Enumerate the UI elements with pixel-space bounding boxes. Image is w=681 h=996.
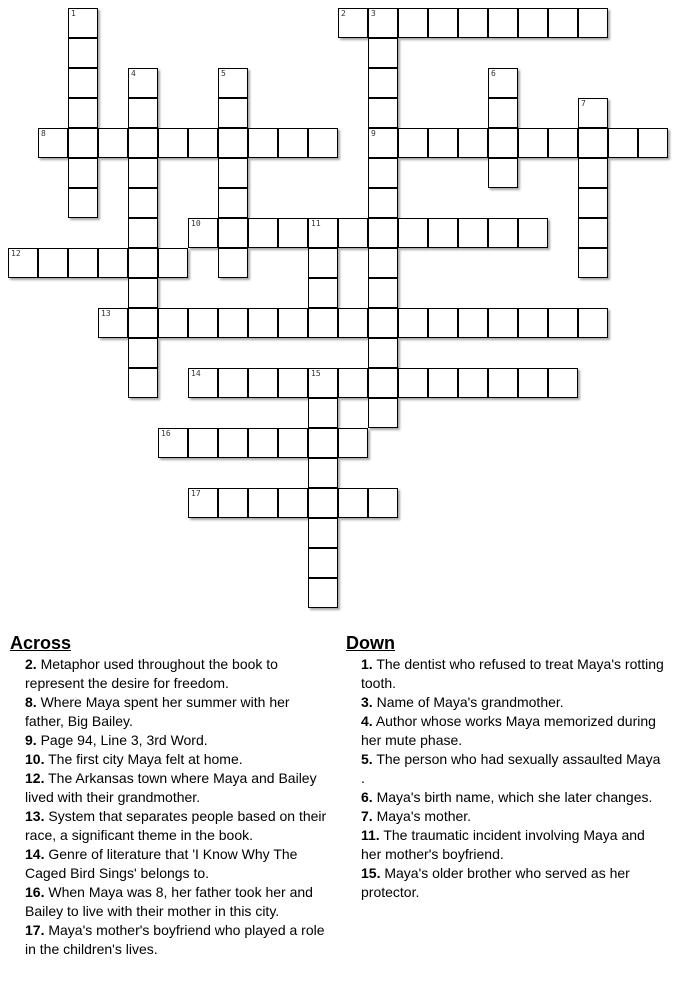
clue-text: The traumatic incident involving Maya and her mother's boyfriend. [361, 827, 645, 862]
crossword-cell[interactable] [488, 8, 518, 38]
crossword-cell[interactable] [368, 98, 398, 128]
crossword-cell[interactable] [398, 218, 428, 248]
crossword-cell[interactable] [578, 188, 608, 218]
clue-text: The dentist who refused to treat Maya's rotting tooth. [361, 656, 664, 691]
down-clue [361, 864, 668, 902]
crossword-cell[interactable] [158, 248, 188, 278]
crossword-cell[interactable] [428, 218, 458, 248]
crossword-cell[interactable] [338, 218, 368, 248]
clue-number: 16 [161, 429, 171, 438]
crossword-cell[interactable] [68, 38, 98, 68]
clue-text: Maya's birth name, which she later changes. [376, 789, 653, 805]
crossword-cell[interactable] [128, 158, 158, 188]
crossword-cell[interactable] [218, 98, 248, 128]
clue-number: 2 [341, 9, 346, 18]
crossword-cell[interactable] [248, 428, 278, 458]
crossword-cell[interactable] [428, 368, 458, 398]
crossword-cell[interactable] [548, 8, 578, 38]
across-clue-list [10, 655, 332, 959]
crossword-cell[interactable] [278, 308, 308, 338]
crossword-cell[interactable] [308, 458, 338, 488]
crossword-cell[interactable] [68, 98, 98, 128]
crossword-cell[interactable] [278, 218, 308, 248]
crossword-cell[interactable] [368, 398, 398, 428]
clue-text: Name of Maya's grandmother. [376, 694, 564, 710]
crossword-cell[interactable] [308, 518, 338, 548]
crossword-cell[interactable] [68, 158, 98, 188]
down-clue [361, 693, 668, 712]
crossword-cell[interactable] [278, 128, 308, 158]
crossword-cell[interactable] [128, 338, 158, 368]
clue-text: Genre of literature that 'I Know Why The Caged Bird Sings' belongs to. [25, 846, 298, 881]
crossword-cell[interactable] [548, 308, 578, 338]
crossword-cell[interactable] [488, 98, 518, 128]
crossword-cell[interactable] [128, 128, 158, 158]
clue-number: 3. [361, 694, 373, 710]
crossword-cell[interactable] [68, 68, 98, 98]
crossword-cell[interactable] [128, 368, 158, 398]
crossword-cell[interactable] [638, 128, 668, 158]
clue-number: 11. [361, 827, 380, 843]
clue-number: 6. [361, 789, 373, 805]
crossword-cell[interactable] [488, 158, 518, 188]
clue-number: 8. [25, 694, 37, 710]
crossword-cell[interactable] [98, 128, 128, 158]
crossword-cell[interactable] [38, 248, 68, 278]
crossword-cell[interactable] [128, 248, 158, 278]
crossword-cell[interactable] [428, 128, 458, 158]
clue-number: 6 [491, 69, 496, 78]
down-clues [346, 632, 668, 902]
crossword-cell[interactable] [248, 128, 278, 158]
crossword-cell[interactable] [278, 488, 308, 518]
crossword-cell[interactable] [548, 368, 578, 398]
crossword-cell[interactable] [458, 128, 488, 158]
across-clue [25, 845, 332, 883]
crossword-cell[interactable] [218, 368, 248, 398]
clue-text: Maya's mother's boyfriend who played a role in the children's lives. [25, 922, 325, 957]
crossword-cell[interactable] [248, 218, 278, 248]
crossword-cell[interactable] [68, 188, 98, 218]
crossword-cell[interactable] [368, 68, 398, 98]
crossword-cell[interactable] [578, 248, 608, 278]
clue-number: 13 [101, 309, 111, 318]
crossword-cell[interactable] [158, 308, 188, 338]
crossword-cell[interactable] [8, 248, 38, 278]
crossword-cell[interactable] [308, 578, 338, 608]
crossword-cell[interactable] [278, 428, 308, 458]
crossword-cell[interactable] [368, 488, 398, 518]
crossword-cell[interactable] [338, 8, 368, 38]
across-clue [25, 731, 332, 750]
crossword-cell[interactable] [308, 548, 338, 578]
crossword-cell[interactable] [368, 278, 398, 308]
crossword-cell[interactable] [128, 218, 158, 248]
crossword-cell[interactable] [68, 128, 98, 158]
crossword-cell[interactable] [368, 338, 398, 368]
crossword-cell[interactable] [218, 158, 248, 188]
crossword-cell[interactable] [368, 188, 398, 218]
clue-number: 17. [25, 922, 45, 938]
clue-text: The person who had sexually assaulted Maya . [361, 751, 661, 786]
crossword-cell[interactable] [488, 128, 518, 158]
across-heading: Across [10, 633, 72, 653]
clue-text: Page 94, Line 3, 3rd Word. [40, 732, 208, 748]
crossword-cell[interactable] [578, 8, 608, 38]
clue-number: 11 [311, 219, 321, 228]
across-clue [25, 921, 332, 959]
clue-number: 9 [371, 129, 376, 138]
crossword-cell[interactable] [218, 188, 248, 218]
crossword-cell[interactable] [188, 128, 218, 158]
crossword-cell[interactable] [608, 128, 638, 158]
crossword-cell[interactable] [308, 308, 338, 338]
crossword-cell[interactable] [218, 218, 248, 248]
crossword-cell[interactable] [518, 8, 548, 38]
crossword-cell[interactable] [338, 488, 368, 518]
crossword-cell[interactable] [578, 128, 608, 158]
crossword-cell[interactable] [368, 38, 398, 68]
clue-number: 12 [11, 249, 21, 258]
crossword-cell[interactable] [578, 98, 608, 128]
crossword-cell[interactable] [308, 218, 338, 248]
clue-number: 10. [25, 751, 45, 767]
crossword-cell[interactable] [308, 278, 338, 308]
crossword-cell[interactable] [458, 308, 488, 338]
crossword-cell[interactable] [518, 308, 548, 338]
crossword-cell[interactable] [188, 488, 218, 518]
across-clue [25, 655, 332, 693]
crossword-cell[interactable] [188, 428, 218, 458]
down-clue [361, 712, 668, 750]
crossword-cell[interactable] [68, 8, 98, 38]
crossword-cell[interactable] [98, 248, 128, 278]
crossword-cell[interactable] [368, 248, 398, 278]
clue-text: Where Maya spent her summer with her father, Big Bailey. [25, 694, 290, 729]
crossword-cell[interactable] [248, 488, 278, 518]
down-clue-list [346, 655, 668, 902]
crossword-cell[interactable] [338, 368, 368, 398]
across-clue [25, 883, 332, 921]
crossword-cell[interactable] [68, 248, 98, 278]
crossword-cell[interactable] [518, 368, 548, 398]
crossword-cell[interactable] [458, 368, 488, 398]
crossword-cell[interactable] [398, 308, 428, 338]
clue-text: Maya's mother. [376, 808, 472, 824]
clue-text: Metaphor used throughout the book to represent the desire for freedom. [25, 656, 278, 691]
clue-number: 4 [131, 69, 136, 78]
crossword-cell[interactable] [458, 8, 488, 38]
down-clue [361, 788, 668, 807]
crossword-cell[interactable] [308, 398, 338, 428]
clue-number: 4. [361, 713, 373, 729]
clue-text: Author whose works Maya memorized during her mute phase. [361, 713, 656, 748]
crossword-cell[interactable] [578, 218, 608, 248]
crossword-cell[interactable] [98, 308, 128, 338]
clue-number: 15. [361, 865, 381, 881]
crossword-cell[interactable] [488, 368, 518, 398]
clue-number: 14 [191, 369, 201, 378]
crossword-cell[interactable] [38, 128, 68, 158]
clue-number: 15 [311, 369, 321, 378]
clue-number: 7 [581, 99, 586, 108]
clue-number: 8 [41, 129, 46, 138]
across-clue [25, 807, 332, 845]
crossword-cell[interactable] [578, 308, 608, 338]
crossword-cell[interactable] [308, 248, 338, 278]
crossword-cell[interactable] [218, 428, 248, 458]
crossword-cell[interactable] [158, 128, 188, 158]
crossword-cell[interactable] [488, 308, 518, 338]
crossword-cell[interactable] [308, 428, 338, 458]
clue-number: 2. [25, 656, 37, 672]
down-heading: Down [346, 633, 395, 653]
crossword-cell[interactable] [128, 188, 158, 218]
clue-number: 1. [361, 656, 373, 672]
crossword-cell[interactable] [158, 428, 188, 458]
across-clues [10, 632, 332, 959]
down-clue [361, 826, 668, 864]
crossword-cell[interactable] [428, 8, 458, 38]
crossword-cell[interactable] [368, 158, 398, 188]
crossword-cell[interactable] [278, 368, 308, 398]
crossword-cell[interactable] [308, 128, 338, 158]
crossword-cell[interactable] [368, 218, 398, 248]
crossword-cell[interactable] [368, 368, 398, 398]
clue-number: 16. [25, 884, 45, 900]
crossword-cell[interactable] [218, 128, 248, 158]
clue-number: 12. [25, 770, 45, 786]
clue-text: The first city Maya felt at home. [48, 751, 243, 767]
clue-number: 10 [191, 219, 201, 228]
clue-text: The Arkansas town where Maya and Bailey lived with their grandmother. [25, 770, 317, 805]
crossword-cell[interactable] [398, 8, 428, 38]
crossword-cell[interactable] [368, 128, 398, 158]
clue-number: 1 [71, 9, 76, 18]
crossword-cell[interactable] [518, 218, 548, 248]
down-clue [361, 750, 668, 788]
clue-number: 5 [221, 69, 226, 78]
across-clue [25, 693, 332, 731]
crossword-cell[interactable] [128, 98, 158, 128]
down-clue [361, 807, 668, 826]
crossword-cell[interactable] [398, 368, 428, 398]
crossword-cell[interactable] [188, 368, 218, 398]
crossword-cell[interactable] [488, 218, 518, 248]
crossword-cell[interactable] [428, 308, 458, 338]
crossword-cell[interactable] [248, 368, 278, 398]
crossword-cell[interactable] [188, 218, 218, 248]
clue-number: 5. [361, 751, 373, 767]
crossword-cell[interactable] [218, 308, 248, 338]
crossword-cell[interactable] [128, 68, 158, 98]
clue-text: When Maya was 8, her father took her and Bailey to live with their mother in this city. [25, 884, 313, 919]
clue-number: 9. [25, 732, 37, 748]
clue-text: Maya's older brother who served as her protector. [361, 865, 630, 900]
crossword-cell[interactable] [338, 428, 368, 458]
across-clue [25, 750, 332, 769]
crossword-cell[interactable] [548, 128, 578, 158]
clue-number: 13. [25, 808, 45, 824]
crossword-cell[interactable] [488, 68, 518, 98]
crossword-cell[interactable] [218, 488, 248, 518]
crossword-cell[interactable] [308, 368, 338, 398]
across-clue [25, 769, 332, 807]
crossword-cell[interactable] [188, 308, 218, 338]
crossword-cell[interactable] [338, 308, 368, 338]
crossword-cell[interactable] [368, 308, 398, 338]
down-clue [361, 655, 668, 693]
clue-number: 17 [191, 489, 201, 498]
crossword-cell[interactable] [248, 308, 278, 338]
crossword-cell[interactable] [308, 488, 338, 518]
crossword-cell[interactable] [368, 8, 398, 38]
clue-number: 7. [361, 808, 373, 824]
crossword-cell[interactable] [398, 128, 428, 158]
crossword-cell[interactable] [218, 248, 248, 278]
crossword-cell[interactable] [458, 218, 488, 248]
clue-text: System that separates people based on their race, a significant theme in the book. [25, 808, 327, 843]
crossword-cell[interactable] [518, 128, 548, 158]
crossword-cell[interactable] [578, 158, 608, 188]
clue-number: 3 [371, 9, 376, 18]
crossword-cell[interactable] [218, 68, 248, 98]
crossword-cell[interactable] [128, 308, 158, 338]
clue-number: 14. [25, 846, 45, 862]
crossword-cell[interactable] [128, 278, 158, 308]
